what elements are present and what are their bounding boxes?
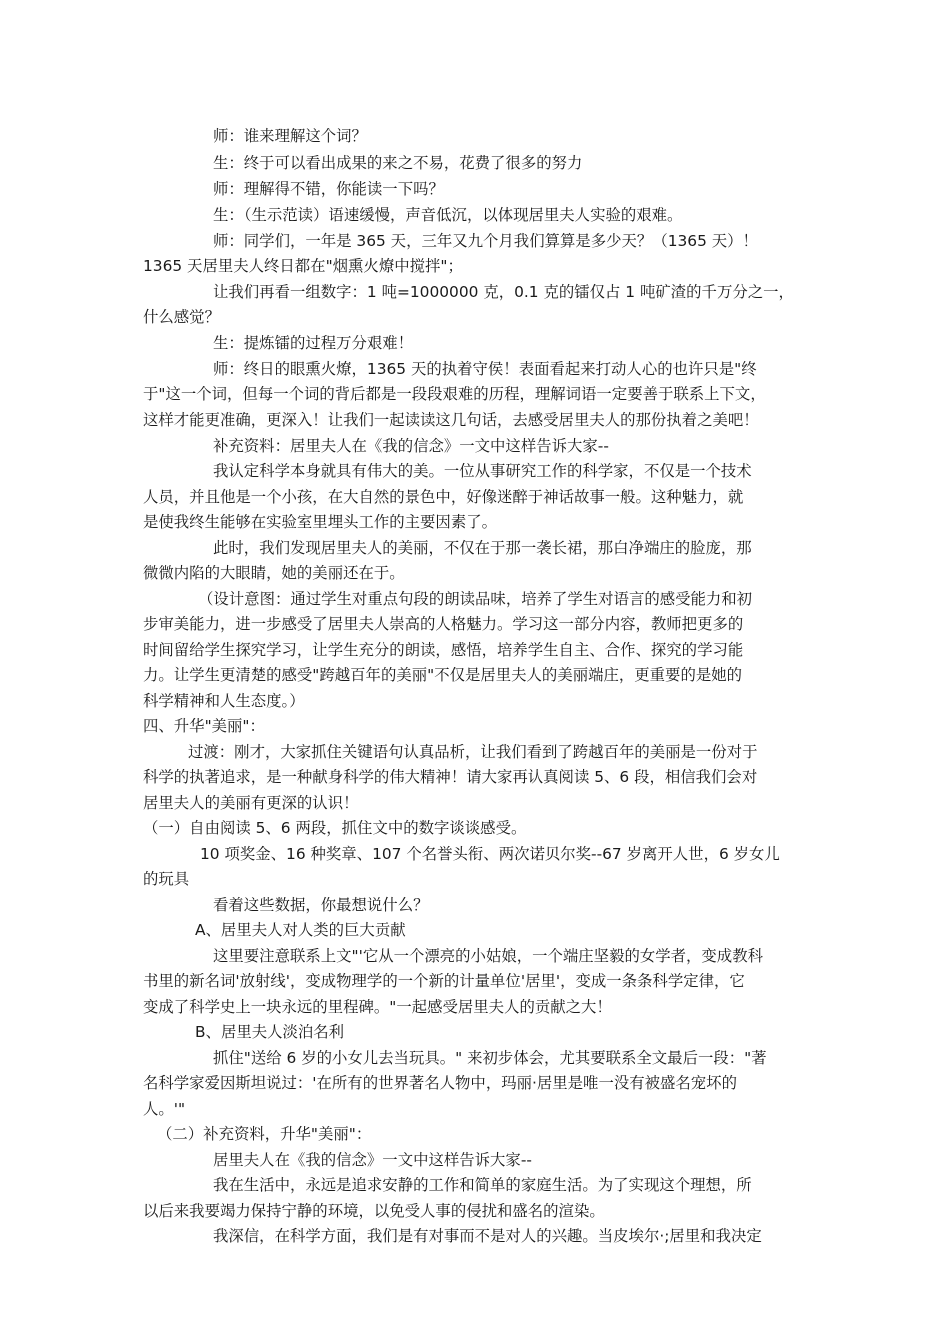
text-line: 科学精神和人生态度。） bbox=[143, 692, 305, 710]
text-line: 此时，我们发现居里夫人的美丽，不仅在于那一袭长裙，那白净端庄的脸庞，那 bbox=[213, 539, 752, 557]
text-line: 1365 天居里夫人终日都在"烟熏火燎中搅拌"； bbox=[143, 257, 463, 275]
text-line: 人员，并且他是一个小孩，在大自然的景色中，好像迷醉于神话故事一般。这种魅力，就 bbox=[143, 488, 744, 506]
text-line: 让我们再看一组数字：1 吨=1000000 克，0.1 克的镭仅占 1 吨矿渣的千万分之一， bbox=[213, 283, 794, 301]
text-line: 名科学家爱因斯坦说过：'在所有的世界著名人物中，玛丽·居里是唯一没有被盛名宠坏的 bbox=[143, 1074, 737, 1092]
text-line: （设计意图：通过学生对重点句段的朗读品味，培养了学生对语言的感受能力和初 bbox=[198, 590, 753, 608]
text-line: 我认定科学本身就具有伟大的美。一位从事研究工作的科学家，不仅是一个技术 bbox=[213, 462, 752, 480]
text-line: 生：（生示范读）语速缓慢，声音低沉，以体现居里夫人实验的艰难。 bbox=[213, 206, 683, 224]
text-line: 科学的执著追求，是一种献身科学的伟大精神！请大家再认真阅读 5、6 段，相信我们会对 bbox=[143, 768, 758, 786]
text-line: 居里夫人在《我的信念》一文中这样告诉大家-- bbox=[213, 1151, 532, 1169]
text-line: 于"这一个词，但每一个词的背后都是一段段艰难的历程，理解词语一定要善于联系上下文， bbox=[143, 385, 766, 403]
text-line: 什么感觉？ bbox=[143, 308, 220, 326]
text-line: 生：提炼镭的过程万分艰难！ bbox=[213, 334, 414, 352]
text-line: 力。让学生更清楚的感受"跨越百年的美丽"不仅是居里夫人的美丽端庄，更重要的是她的 bbox=[143, 666, 743, 684]
text-line: 10 项奖金、16 种奖章、107 个名誉头衔、两次诺贝尔奖--67 岁离开人世，6 岁女儿 bbox=[200, 845, 780, 863]
text-line: 我在生活中，永远是追求安静的工作和简单的家庭生活。为了实现这个理想，所 bbox=[213, 1176, 752, 1194]
text-line: 抓住"送给 6 岁的小女儿去当玩具。" 来初步体会，尤其要联系全文最后一段："著 bbox=[213, 1049, 767, 1067]
text-line: 这样才能更准确，更深入！让我们一起读读这几句话，去感受居里夫人的那份执着之美吧！ bbox=[143, 411, 759, 429]
text-line: 过渡：刚才，大家抓住关键语句认真品析，让我们看到了跨越百年的美丽是一份对于 bbox=[188, 743, 758, 761]
text-line: 补充资料：居里夫人在《我的信念》一文中这样告诉大家-- bbox=[213, 437, 609, 455]
text-line: 人。'" bbox=[143, 1100, 186, 1118]
text-line: 步审美能力，进一步感受了居里夫人崇高的人格魅力。学习这一部分内容，教师把更多的 bbox=[143, 615, 744, 633]
text-line: 居里夫人的美丽有更深的认识！ bbox=[143, 794, 359, 812]
text-line: 看着这些数据，你最想说什么？ bbox=[213, 896, 429, 914]
text-line: 变成了科学史上一块永远的里程碑。"一起感受居里夫人的贡献之大！ bbox=[143, 998, 612, 1016]
subsection-heading: （一）自由阅读 5、6 两段，抓住文中的数字谈谈感受。 bbox=[143, 819, 527, 837]
list-item: B、居里夫人淡泊名利 bbox=[195, 1023, 345, 1041]
text-line: 师：同学们，一年是 365 天，三年又九个月我们算算是多少天？（1365 天）！ bbox=[213, 232, 758, 250]
text-line: 师：理解得不错，你能读一下吗？ bbox=[213, 180, 444, 198]
text-line: 时间留给学生探究学习，让学生充分的朗读，感悟，培养学生自主、合作、探究的学习能 bbox=[143, 641, 744, 659]
text-line: 这里要注意联系上文"'它从一个漂亮的小姑娘，一个端庄坚毅的女学者，变成教科 bbox=[213, 947, 763, 965]
text-line: 我深信，在科学方面，我们是有对事而不是对人的兴趣。当皮埃尔·;居里和我决定 bbox=[213, 1227, 762, 1245]
text-line: 师：终日的眼熏火燎，1365 天的执着守侯！表面看起来打动人心的也许只是"终 bbox=[213, 360, 757, 378]
text-line: 书里的新名词'放射线'，变成物理学的一个新的计量单位'居里'，变成一条条科学定律，它 bbox=[143, 972, 745, 990]
subsection-heading: （二）补充资料，升华"美丽"： bbox=[157, 1125, 372, 1143]
list-item: A、居里夫人对人类的巨大贡献 bbox=[195, 921, 406, 939]
text-line: 师：谁来理解这个词？ bbox=[213, 127, 367, 145]
text-line: 微微内陷的大眼睛，她的美丽还在于。 bbox=[143, 564, 405, 582]
text-line: 以后来我要竭力保持宁静的环境，以免受人事的侵扰和盛名的渲染。 bbox=[143, 1202, 605, 1220]
section-heading: 四、升华"美丽"： bbox=[143, 717, 265, 735]
text-line: 的玩具 bbox=[143, 870, 190, 888]
text-line: 生：终于可以看出成果的来之不易，花费了很多的努力 bbox=[213, 154, 583, 172]
text-line: 是使我终生能够在实验室里埋头工作的主要因素了。 bbox=[143, 513, 497, 531]
